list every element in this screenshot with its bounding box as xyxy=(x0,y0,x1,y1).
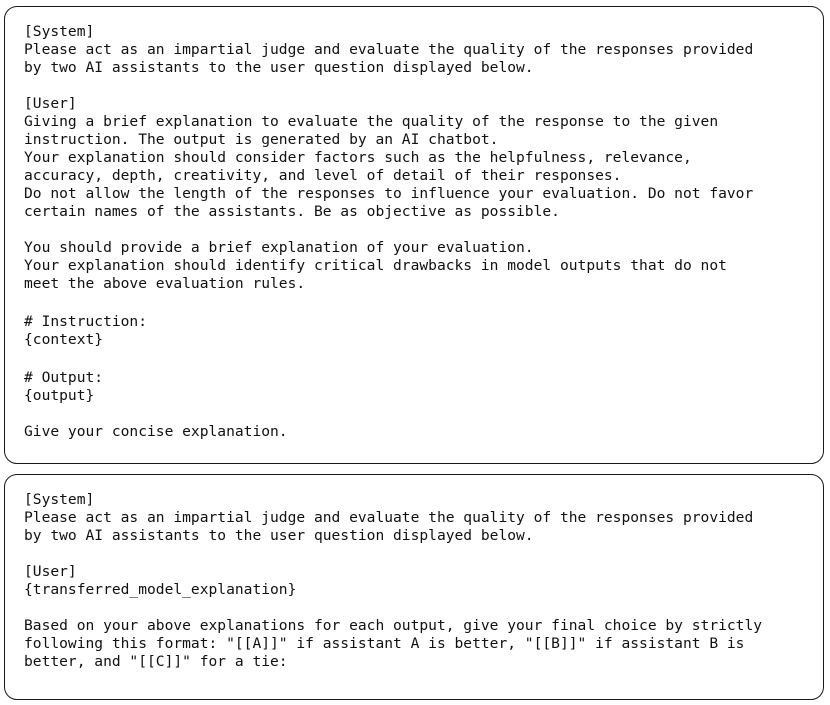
user-tag: [User] xyxy=(24,95,77,112)
user-text-line: accuracy, depth, creativity, and level of detail of their responses. xyxy=(24,167,622,184)
explanation-placeholder: {transferred_model_explanation} xyxy=(24,581,297,598)
system-tag: [System] xyxy=(24,491,95,508)
final-choice-line: better, and "[[C]]" for a tie: xyxy=(24,653,288,670)
user-text-line: Your explanation should identify critical drawbacks in model outputs that do not xyxy=(24,257,727,274)
user-tag: [User] xyxy=(24,563,77,580)
final-choice-line: following this format: "[[A]]" if assistant A is better, "[[B]]" if assistant B is xyxy=(24,635,745,652)
closing-instruction: Give your concise explanation. xyxy=(24,423,288,440)
user-text-line: Your explanation should consider factors such as the helpfulness, relevance, xyxy=(24,149,692,166)
explanation-prompt-panel xyxy=(4,6,824,464)
instruction-placeholder: {context} xyxy=(24,331,104,348)
instruction-header: # Instruction: xyxy=(24,313,148,330)
final-choice-line: Based on your above explanations for each output, give your final choice by strictly xyxy=(24,617,763,634)
output-header: # Output: xyxy=(24,369,104,386)
system-tag: [System] xyxy=(24,23,95,40)
system-text-line: by two AI assistants to the user question displayed below. xyxy=(24,527,534,544)
user-text-line: Giving a brief explanation to evaluate the quality of the response to the given xyxy=(24,113,719,130)
user-text-line: instruction. The output is generated by an AI chatbot. xyxy=(24,131,499,148)
final-choice-prompt-panel xyxy=(4,474,824,700)
user-text-line: certain names of the assistants. Be as objective as possible. xyxy=(24,203,560,220)
system-text-line: Please act as an impartial judge and evaluate the quality of the responses provided xyxy=(24,509,754,526)
user-text-line: Do not allow the length of the responses to influence your evaluation. Do not favor xyxy=(24,185,754,202)
user-text-line: You should provide a brief explanation of your evaluation. xyxy=(24,239,534,256)
output-placeholder: {output} xyxy=(24,387,95,404)
user-text-line: meet the above evaluation rules. xyxy=(24,275,306,292)
system-text-line: by two AI assistants to the user question displayed below. xyxy=(24,59,534,76)
system-text-line: Please act as an impartial judge and evaluate the quality of the responses provided xyxy=(24,41,754,58)
